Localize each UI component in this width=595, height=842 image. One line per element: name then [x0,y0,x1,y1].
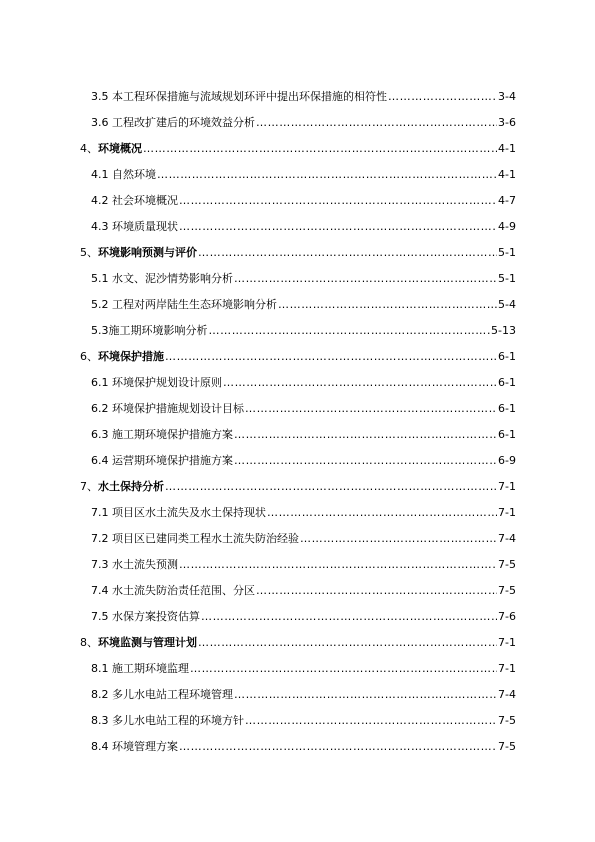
dot-leader [157,168,497,182]
dot-leader [256,116,497,130]
toc-entry-number: 7.3 [91,558,109,571]
toc-entry-page: 6-1 [498,376,516,389]
toc-entry-number: 6.2 [91,402,109,415]
dot-leader [165,480,497,494]
toc-entry-number: 3.6 [91,116,109,129]
toc-entry[interactable] [91,610,516,624]
dot-leader [223,376,497,390]
toc-entry-title: 水文、泥沙情势影响分析 [112,272,233,285]
toc-entry-number: 6.4 [91,454,109,467]
toc-chapter-title: 环境影响预测与评价 [98,246,197,259]
toc-entry-title: 工程对两岸陆生生态环境影响分析 [112,298,277,311]
toc-entry-page: 4-9 [498,220,516,233]
toc-entry[interactable] [91,714,516,728]
dot-leader [179,220,497,234]
toc-entry[interactable] [91,194,516,208]
toc-entry-number: 7.1 [91,506,109,519]
toc-entry-title: 自然环境 [112,168,156,181]
toc-entry-title: 环境管理方案 [112,740,178,753]
toc-entry-title: 本工程环保措施与流域规划环评中提出环保措施的相符性 [112,90,387,103]
toc-entry-page: 6-1 [498,428,516,441]
toc-entry-title: 环境保护措施规划设计目标 [112,402,244,415]
toc-entry[interactable] [91,220,516,234]
dot-leader [198,246,497,260]
toc-entry-number: 8.3 [91,714,109,727]
toc-entry-page: 7-6 [498,610,516,623]
toc-chapter[interactable] [80,246,516,260]
dot-leader [245,714,497,728]
toc-entry-title: 项目区已建同类工程水土流失防治经验 [112,532,299,545]
toc-entry-title: 施工期环境保护措施方案 [112,428,233,441]
toc-entry-page: 6-1 [498,402,516,415]
toc-chapter-number: 4、 [80,142,98,155]
dot-leader [278,298,497,312]
toc-chapter-number: 8、 [80,636,98,649]
dot-leader [267,506,497,520]
toc-entry-page: 4-1 [498,168,516,181]
dot-leader [245,402,497,416]
toc-entry[interactable] [91,558,516,572]
toc-chapter-page: 5-1 [498,246,516,259]
toc-entry-number: 5.1 [91,272,109,285]
toc-entry[interactable] [91,272,516,286]
toc-entry-page: 7-5 [498,558,516,571]
dot-leader [234,688,497,702]
dot-leader [234,428,497,442]
toc-entry-title: 工程改扩建后的环境效益分析 [112,116,255,129]
toc-entry-page: 7-5 [498,714,516,727]
toc-chapter[interactable] [80,142,516,156]
toc-entry-title: 运营期环境保护措施方案 [112,454,233,467]
toc-chapter-number: 6、 [80,350,98,363]
toc-entry-page: 7-4 [498,688,516,701]
toc-entry-page: 7-1 [498,662,516,675]
toc-entry-title: 多儿水电站工程的环境方针 [112,714,244,727]
toc-entry-number: 7.5 [91,610,109,623]
toc-entry-page: 3-6 [498,116,516,129]
toc-entry-number: 8.1 [91,662,109,675]
toc-chapter-title: 水土保持分析 [98,480,164,493]
toc-entry-title: 社会环境概况 [112,194,178,207]
toc-entry-title: 项目区水土流失及水土保持现状 [112,506,266,519]
toc-entry-number: 5.3 [91,324,109,337]
toc-entry-page: 5-4 [498,298,516,311]
dot-leader [143,142,497,156]
toc-entry[interactable] [91,428,516,442]
toc-entry[interactable] [91,584,516,598]
toc-chapter-page: 7-1 [498,480,516,493]
toc-entry[interactable] [91,506,516,520]
toc-entry[interactable] [91,116,516,130]
dot-leader [388,90,497,104]
toc-entry[interactable] [91,324,516,338]
dot-leader [234,272,497,286]
toc-entry-page: 7-4 [498,532,516,545]
toc-entry[interactable] [91,90,516,104]
toc-entry-title: 水保方案投资估算 [112,610,200,623]
toc-entry-number: 8.2 [91,688,109,701]
dot-leader [179,740,497,754]
toc-entry-number: 4.3 [91,220,109,233]
dot-leader [256,584,497,598]
toc-entry-title: 水土流失防治责任范围、分区 [112,584,255,597]
dot-leader [234,454,497,468]
toc-entry[interactable] [91,402,516,416]
toc-entry-number: 7.2 [91,532,109,545]
dot-leader [179,194,497,208]
toc-entry-page: 7-1 [498,506,516,519]
toc-entry[interactable] [91,688,516,702]
toc-chapter[interactable] [80,480,516,494]
toc-entry-page: 4-7 [498,194,516,207]
toc-chapter-page: 4-1 [498,142,516,155]
toc-entry[interactable] [91,740,516,754]
toc-chapter[interactable] [80,350,516,364]
toc-entry-title: 水土流失预测 [112,558,178,571]
toc-entry-number: 7.4 [91,584,109,597]
toc-chapter-title: 环境保护措施 [98,350,164,363]
toc-entry-page: 5-13 [491,324,516,337]
toc-entry[interactable] [91,168,516,182]
toc-chapter-number: 5、 [80,246,98,259]
toc-chapter-number: 7、 [80,480,98,493]
toc-entry-title: 施工期环境影响分析 [108,324,208,337]
toc-entry-number: 8.4 [91,740,109,753]
toc-entry-number: 4.2 [91,194,109,207]
dot-leader [300,532,497,546]
toc-entry-title: 环境质量现状 [112,220,178,233]
toc-entry[interactable] [91,532,516,546]
toc-entry-title: 环境保护规划设计原则 [112,376,222,389]
toc-entry[interactable] [91,376,516,390]
dot-leader [198,636,497,650]
toc-entry-page: 6-9 [498,454,516,467]
toc-entry-number: 6.3 [91,428,109,441]
dot-leader [190,662,497,676]
toc-entry-number: 5.2 [91,298,109,311]
toc-chapter-title: 环境概况 [98,142,142,155]
dot-leader [201,610,497,624]
toc-entry-title: 多儿水电站工程环境管理 [112,688,233,701]
toc-entry-number: 3.5 [91,90,109,103]
dot-leader [165,350,497,364]
toc-entry[interactable] [91,454,516,468]
toc-chapter-page: 7-1 [498,636,516,649]
toc-entry-page: 7-5 [498,740,516,753]
toc-entry[interactable] [91,298,516,312]
toc-entry-number: 6.1 [91,376,109,389]
toc-entry[interactable] [91,662,516,676]
toc-entry-number: 4.1 [91,168,109,181]
toc-entry-page: 5-1 [498,272,516,285]
toc-entry-title: 施工期环境监理 [112,662,189,675]
toc-chapter-title: 环境监测与管理计划 [98,636,197,649]
dot-leader [209,324,491,338]
toc-chapter-page: 6-1 [498,350,516,363]
toc-entry-page: 7-5 [498,584,516,597]
toc-entry-page: 3-4 [498,90,516,103]
toc-chapter[interactable] [80,636,516,650]
dot-leader [179,558,497,572]
